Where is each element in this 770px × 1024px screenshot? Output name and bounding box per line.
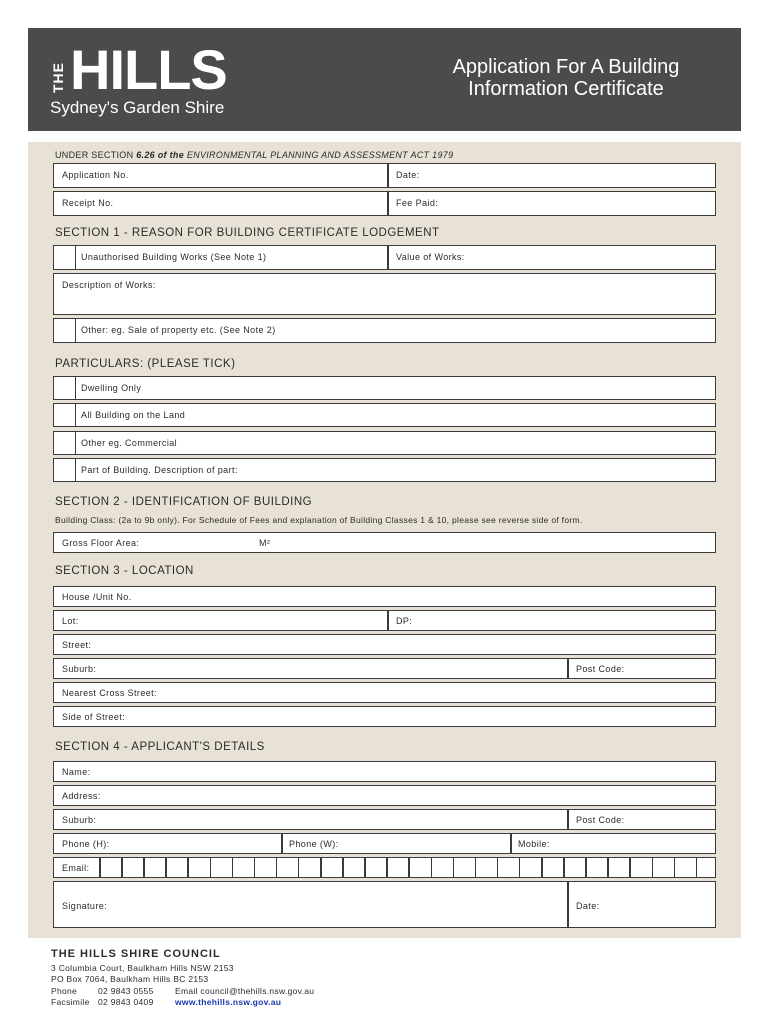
phone-home-field[interactable]: Phone (H): xyxy=(62,839,110,849)
email-cell-divider xyxy=(276,858,278,877)
email-cell-divider xyxy=(342,858,344,877)
email-cell-divider xyxy=(453,858,455,877)
document-title: Application For A Building Information Certificate xyxy=(452,56,680,100)
signature-row xyxy=(53,881,716,928)
date-field[interactable]: Date: xyxy=(396,170,420,180)
email-cell-divider xyxy=(320,858,322,877)
email-cell-divider xyxy=(143,858,145,877)
email-cell-divider xyxy=(254,858,256,877)
email-cell-divider xyxy=(652,858,654,877)
particular-row xyxy=(53,403,716,427)
address-field[interactable]: Address: xyxy=(53,785,716,806)
email-cell-divider xyxy=(541,858,543,877)
email-field[interactable]: Email: xyxy=(53,857,716,878)
email-cell-divider xyxy=(187,858,189,877)
logo-the: THE xyxy=(50,62,66,94)
phone-row xyxy=(53,833,716,854)
particulars-heading: PARTICULARS: (PLEASE TICK) xyxy=(55,358,236,370)
email-cell-divider xyxy=(674,858,676,877)
council-name: THE HILLS SHIRE COUNCIL xyxy=(51,948,221,960)
logo-hills: HILLS xyxy=(70,38,227,101)
email-cell-divider xyxy=(607,858,609,877)
gross-floor-area-field[interactable]: Gross Floor Area: M² xyxy=(53,532,716,553)
council-address-1: 3 Columbia Court, Baulkham Hills NSW 2153 xyxy=(51,963,234,973)
other-commercial-checkbox[interactable] xyxy=(54,432,76,454)
lot-dp-row xyxy=(53,610,716,631)
dp-field[interactable]: DP: xyxy=(396,616,413,626)
email-cell-divider xyxy=(519,858,521,877)
cross-street-field[interactable]: Nearest Cross Street: xyxy=(53,682,716,703)
applicant-post-code-field[interactable]: Post Code: xyxy=(576,815,625,825)
unauthorised-row xyxy=(53,245,716,270)
application-no-field[interactable]: Application No. xyxy=(62,170,129,180)
email-cell-divider xyxy=(298,858,300,877)
street-field[interactable]: Street: xyxy=(53,634,716,655)
council-address-2: PO Box 7064, Baulkham Hills BC 2153 xyxy=(51,974,209,984)
mobile-field[interactable]: Mobile: xyxy=(518,839,550,849)
email-cell-divider xyxy=(431,858,433,877)
email-cell-divider xyxy=(210,858,212,877)
fax-label: Facsimile xyxy=(51,997,90,1007)
email-cell-divider xyxy=(121,858,123,877)
particular-label: Part of Building. Description of part: xyxy=(81,465,238,475)
email-cell-divider xyxy=(696,858,698,877)
signature-field[interactable]: Signature: xyxy=(62,901,108,911)
lot-field[interactable]: Lot: xyxy=(62,616,79,626)
particular-label: Other eg. Commercial xyxy=(81,438,178,448)
section3-heading: SECTION 3 - LOCATION xyxy=(55,565,194,577)
side-of-street-field[interactable]: Side of Street: xyxy=(53,706,716,727)
email-cell-divider xyxy=(585,858,587,877)
suburb-field[interactable]: Suburb: xyxy=(62,664,97,674)
fee-paid-field[interactable]: Fee Paid: xyxy=(396,198,439,208)
particular-label: Dwelling Only xyxy=(81,383,142,393)
act-reference: UNDER SECTION 6.26 of the ENVIRONMENTAL PLANNING AND ASSESSMENT ACT 1979 xyxy=(55,150,454,160)
header-banner xyxy=(28,28,741,131)
section2-heading: SECTION 2 - IDENTIFICATION OF BUILDING xyxy=(55,496,313,508)
unauthorised-checkbox[interactable] xyxy=(54,246,76,269)
email-cell-divider xyxy=(408,858,410,877)
applicant-suburb-field[interactable]: Suburb: xyxy=(62,815,97,825)
email-cell-divider xyxy=(497,858,499,877)
council-website-link[interactable]: www.thehills.nsw.gov.au xyxy=(175,997,282,1007)
particular-row xyxy=(53,376,716,400)
email-cell-divider xyxy=(563,858,565,877)
unauthorised-label: Unauthorised Building Works (See Note 1) xyxy=(81,252,267,262)
email-cell-divider xyxy=(232,858,234,877)
particular-label: All Building on the Land xyxy=(81,410,186,420)
particular-row xyxy=(53,458,716,482)
email-cell-divider xyxy=(99,858,101,877)
part-of-building-checkbox[interactable] xyxy=(54,459,76,481)
post-code-field[interactable]: Post Code: xyxy=(576,664,625,674)
council-email[interactable]: Email council@thehills.nsw.gov.au xyxy=(175,986,315,996)
other-checkbox[interactable] xyxy=(54,319,76,342)
name-field[interactable]: Name: xyxy=(53,761,716,782)
signature-date-field[interactable]: Date: xyxy=(576,901,600,911)
receipt-no-field[interactable]: Receipt No. xyxy=(62,198,114,208)
phone-work-field[interactable]: Phone (W): xyxy=(289,839,339,849)
building-class-note: Building Class: (2a to 9b only). For Schedule of Fees and explanation of Building Classes 1 & 10, please see reverse side of form. xyxy=(55,515,583,525)
other-label: Other: eg. Sale of property etc. (See Note 2) xyxy=(81,325,276,335)
application-no-row xyxy=(53,163,716,188)
all-building-checkbox[interactable] xyxy=(54,404,76,426)
email-cell-divider xyxy=(475,858,477,877)
receipt-no-row xyxy=(53,191,716,216)
logo-tagline: Sydney's Garden Shire xyxy=(50,98,225,117)
section1-heading: SECTION 1 - REASON FOR BUILDING CERTIFICATE LODGEMENT xyxy=(55,227,440,239)
dwelling-only-checkbox[interactable] xyxy=(54,377,76,399)
email-cell-divider xyxy=(629,858,631,877)
council-fax: 02 9843 0409 xyxy=(98,997,154,1007)
house-unit-field[interactable]: House /Unit No. xyxy=(53,586,716,607)
particular-row xyxy=(53,431,716,455)
email-cell-divider xyxy=(364,858,366,877)
council-phone: 02 9843 0555 xyxy=(98,986,154,996)
email-cell-divider xyxy=(386,858,388,877)
other-row xyxy=(53,318,716,343)
applicant-suburb-row xyxy=(53,809,716,830)
suburb-row xyxy=(53,658,716,679)
unit-label: M² xyxy=(259,538,271,548)
phone-label: Phone xyxy=(51,986,78,996)
description-of-works-field[interactable]: Description of Works: xyxy=(53,273,716,315)
email-cell-divider xyxy=(165,858,167,877)
value-of-works-field[interactable]: Value of Works: xyxy=(396,252,465,262)
section4-heading: SECTION 4 - APPLICANT'S DETAILS xyxy=(55,741,265,753)
